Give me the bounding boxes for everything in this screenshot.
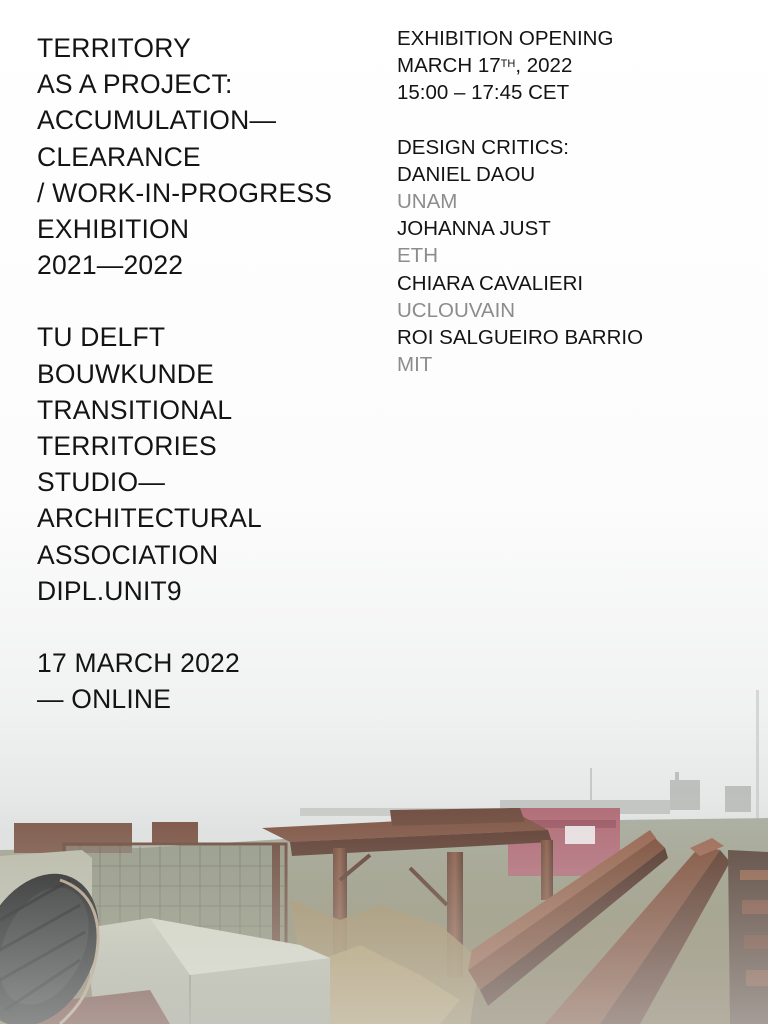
date-line: 17 MARCH 2022 [37, 648, 240, 679]
title-line: EXHIBITION [37, 214, 190, 245]
title-line: ACCUMULATION— [37, 105, 277, 136]
opening-time: 15:00 – 17:45 CET [397, 81, 570, 105]
title-line: TERRITORY [37, 33, 191, 63]
left-column [37, 30, 377, 717]
critic-entry [397, 324, 757, 378]
institution-line: ARCHITECTURAL [37, 503, 262, 534]
title-line: 2021—2022 [37, 250, 184, 281]
critic-name: DANIEL DAOU [397, 162, 536, 186]
title-line: CLEARANCE [37, 141, 201, 172]
critic-entry [397, 161, 757, 215]
opening-date [397, 52, 757, 79]
date-line: — ONLINE [37, 684, 172, 715]
opening-date-prefix: MARCH 17 [397, 54, 501, 78]
institution-line: DIPL.UNIT9 [37, 575, 182, 606]
critic-affiliation: UNAM [397, 190, 458, 214]
critic-entry [397, 215, 757, 269]
critic-affiliation: ETH [397, 244, 438, 268]
opening-heading: EXHIBITION OPENING [397, 27, 614, 50]
critic-entry [397, 270, 757, 324]
critic-name: CHIARA CAVALIERI [397, 271, 584, 295]
institution-line: TERRITORIES [37, 431, 217, 462]
opening-date-suffix: , 2022 [515, 54, 573, 78]
institution-line: BOUWKUNDE [37, 358, 215, 389]
event-date [37, 645, 377, 717]
critic-name: ROI SALGUEIRO BARRIO [397, 326, 644, 350]
institution-line: TU DELFT [37, 322, 166, 353]
critic-name: JOHANNA JUST [397, 217, 551, 241]
critics-heading: DESIGN CRITICS: [397, 135, 569, 159]
institution-line: ASSOCIATION [37, 539, 219, 570]
institutions [37, 319, 377, 609]
title-line: AS A PROJECT: [37, 69, 233, 100]
critic-affiliation: UCLOUVAIN [397, 298, 516, 322]
institution-line: STUDIO— [37, 467, 166, 498]
institution-line: TRANSITIONAL [37, 394, 233, 425]
critic-affiliation: MIT [397, 353, 433, 377]
opening-date-superscript: TH [500, 58, 516, 71]
exhibition-title [37, 30, 377, 283]
right-column [397, 25, 757, 378]
title-line: / WORK-IN-PROGRESS [37, 177, 333, 208]
